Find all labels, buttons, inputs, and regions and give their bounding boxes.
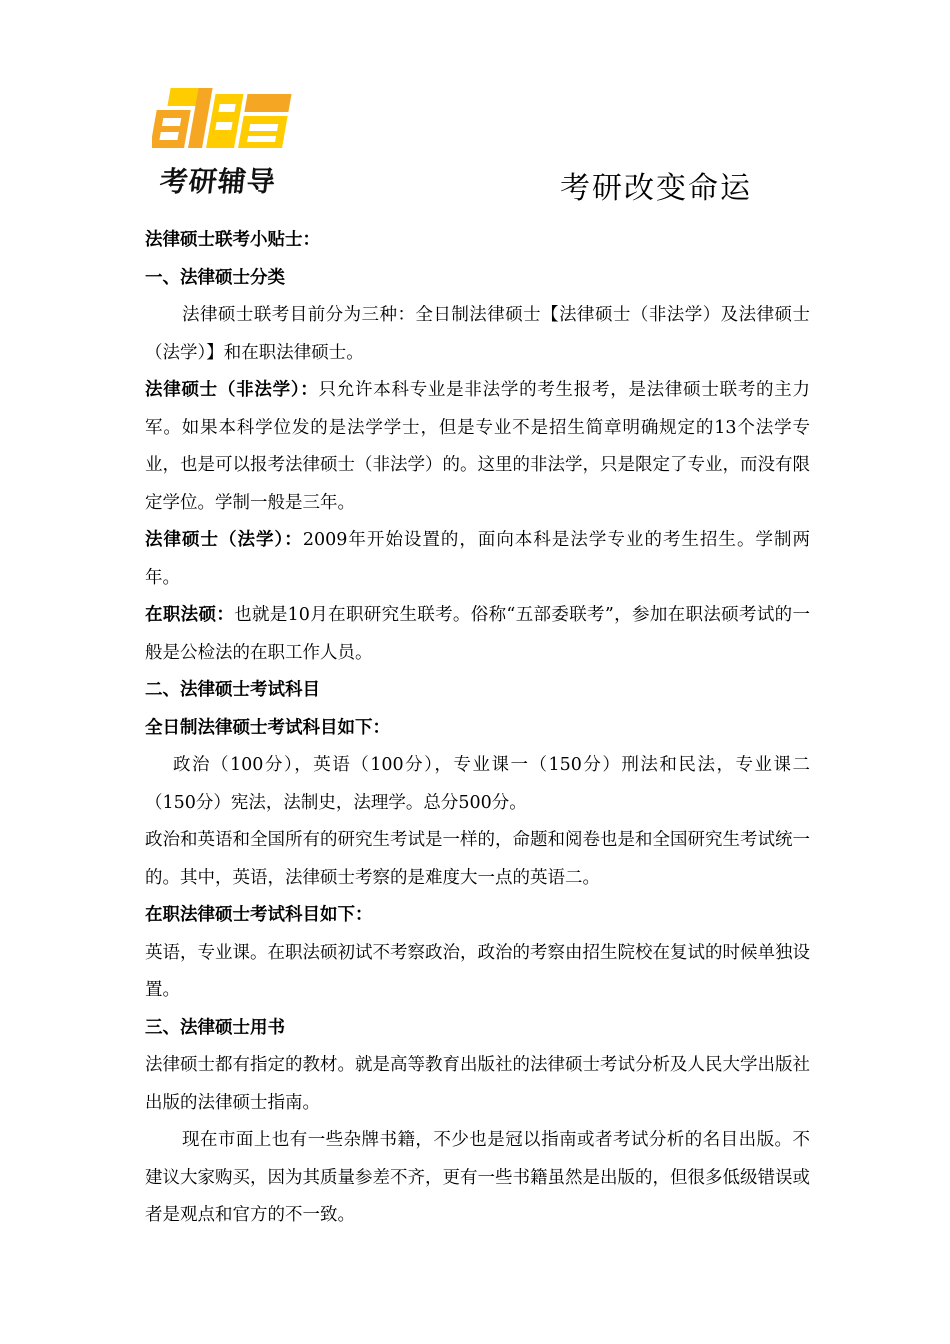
logo-mark-icon: [152, 80, 302, 160]
politics-english-note: 政治和英语和全国所有的研究生考试是一样的，命题和阅卷也是和全国研究生考试统一的。其中，英语，法律硕士考察的是难度大一点的英语二。: [145, 830, 810, 888]
section-heading-3: 三、法律硕士用书: [145, 1017, 285, 1038]
type-part-time: [145, 597, 810, 672]
type-non-law-label: 法律硕士（非法学）：: [145, 380, 319, 400]
fulltime-subjects: 政治（100分），英语（100分），专业课一（150分）刑法和民法，专业课二（150分）宪法，法制史，法理学。总分500分。: [145, 755, 810, 813]
type-part-time-text: 也就是10月在职研究生联考。俗称“五部委联考”，参加在职法硕考试的一般是公检法的在职工作人员。: [145, 605, 810, 663]
market-books-note: 现在市面上也有一些杂牌书籍，不少也是冠以指南或者考试分析的名目出版。不建议大家购买，因为其质量参差不齐，更有一些书籍虽然是出版的，但很多低级错误或者是观点和官方的不一致。: [145, 1130, 810, 1225]
doc-title: 法律硕士联考小贴士：: [145, 230, 320, 250]
fulltime-subjects-heading: 全日制法律硕士考试科目如下：: [145, 717, 390, 738]
logo-text: 考研辅导: [158, 165, 278, 198]
parttime-subjects: 英语，专业课。在职法硕初试不考察政治，政治的考察由招生院校在复试的时候单独设置。: [145, 942, 810, 1000]
type-law: [145, 522, 810, 597]
type-part-time-label: 在职法硕：: [145, 605, 235, 625]
brand-logo: [152, 80, 302, 198]
designated-books: 法律硕士都有指定的教材。就是高等教育出版社的法律硕士考试分析及人民大学出版社出版的法律硕士指南。: [145, 1055, 810, 1113]
type-non-law: [145, 372, 810, 522]
parttime-subjects-heading: 在职法律硕士考试科目如下：: [145, 905, 373, 925]
document-body: [145, 222, 810, 1235]
slogan: 考研改变命运: [560, 171, 752, 206]
classification-intro: 法律硕士联考目前分为三种：全日制法律硕士【法律硕士（非法学）及法律硕士（法学）】和在职法律硕士。: [145, 305, 810, 363]
type-non-law-text: 只允许本科专业是非法学的考生报考，是法律硕士联考的主力军。如果本科学位发的是法学学士，但是专业不是招生简章明确规定的13个法学专业，也是可以报考法律硕士（非法学）的。这里的非法学，只是限定了专业，而没有限定学位。学制一般是三年。: [145, 380, 811, 513]
section-heading-1: 一、法律硕士分类: [145, 267, 285, 288]
type-law-text: 2009年开始设置的，面向本科是法学专业的考生招生。学制两年。: [145, 530, 810, 588]
section-heading-2: 二、法律硕士考试科目: [145, 680, 320, 700]
type-law-label: 法律硕士（法学）：: [145, 530, 303, 550]
